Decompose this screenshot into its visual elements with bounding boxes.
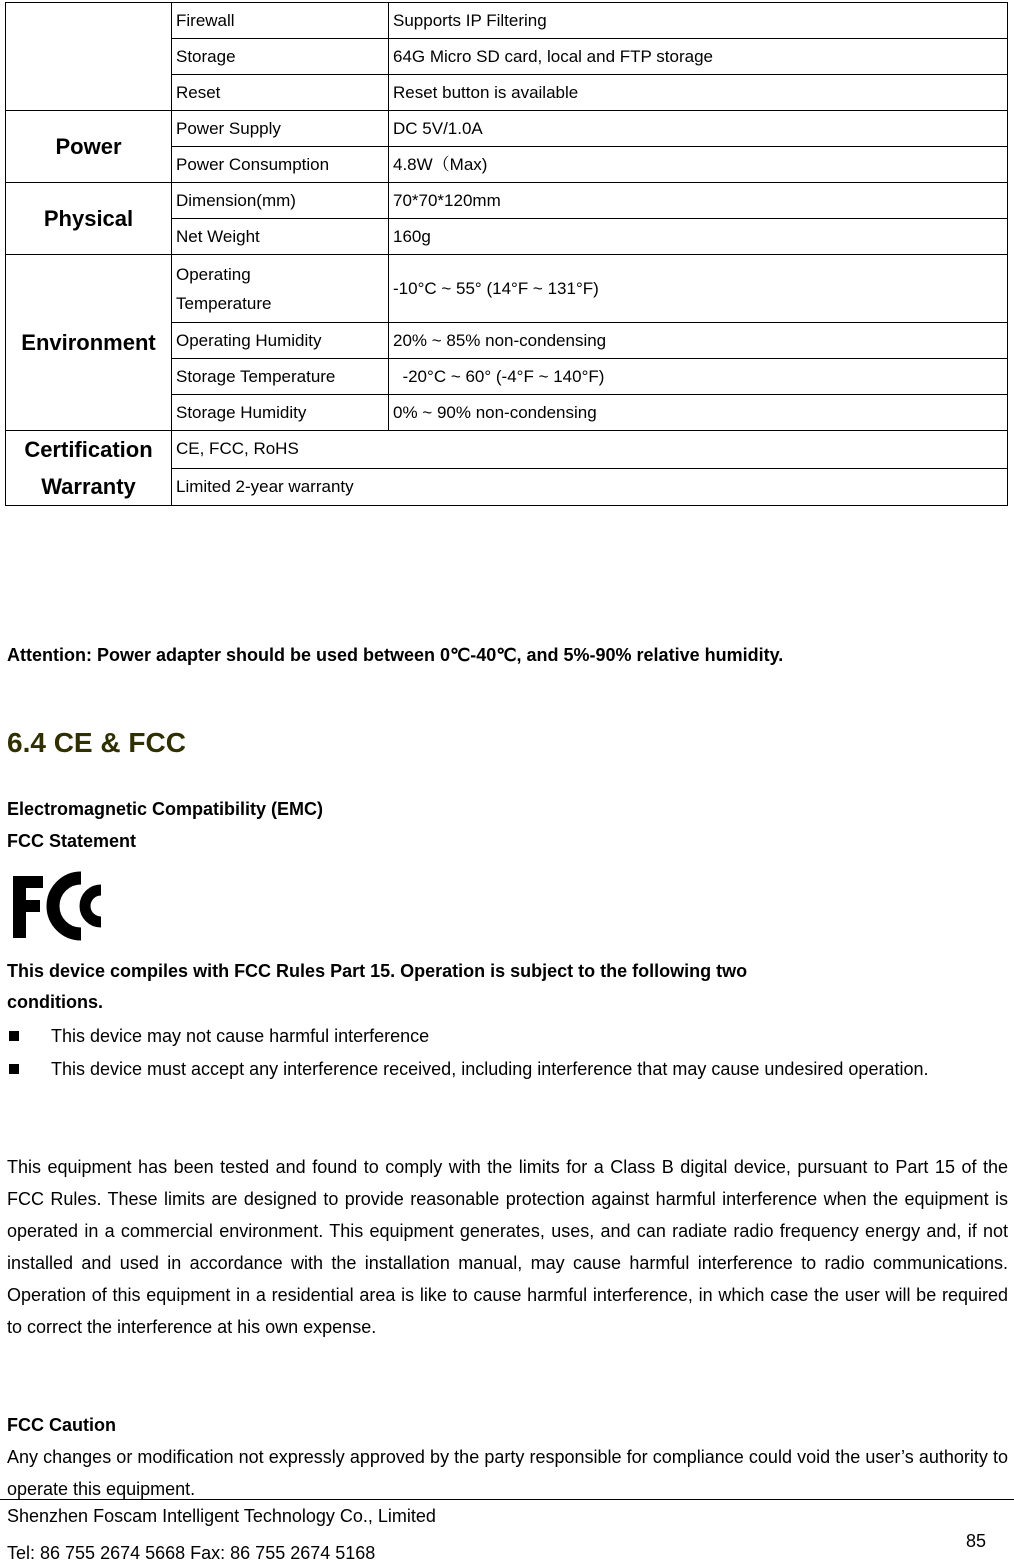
bullet-text: This device may not cause harmful interference bbox=[51, 1026, 430, 1046]
bullet-text: This device must accept any interference received, including interference that may cause undesired operation. bbox=[51, 1059, 929, 1079]
spec-value: CE, FCC, RoHS bbox=[172, 431, 1008, 469]
spec-label: Storage Humidity bbox=[172, 395, 389, 431]
category-power: Power bbox=[6, 111, 172, 183]
fcc-statement-heading: FCC Statement bbox=[7, 831, 137, 851]
fcc-logo-icon bbox=[9, 870, 117, 942]
spec-label: Reset bbox=[172, 75, 389, 111]
spec-value: 160g bbox=[389, 219, 1008, 255]
spec-label: Storage bbox=[172, 39, 389, 75]
fcc-caution-text: Any changes or modification not expressly approved by the party responsible for compliance could void the user’s authority to operate this equipment. bbox=[7, 1447, 1008, 1499]
footer-company: Shenzhen Foscam Intelligent Technology Co., Limited bbox=[7, 1506, 436, 1526]
spec-label: Power Consumption bbox=[172, 147, 389, 183]
category-warranty: Warranty bbox=[41, 474, 136, 499]
spec-value: Reset button is available bbox=[389, 75, 1008, 111]
category-cell-blank bbox=[6, 3, 172, 111]
square-bullet-icon bbox=[7, 1053, 51, 1086]
square-bullet-icon bbox=[7, 1020, 51, 1053]
category-physical: Physical bbox=[6, 183, 172, 255]
spec-value: 70*70*120mm bbox=[389, 183, 1008, 219]
spec-value: 4.8W（Max) bbox=[389, 147, 1008, 183]
category-certification: Certification bbox=[24, 437, 153, 462]
section-title: 6.4 CE & FCC bbox=[7, 727, 186, 758]
footer-divider bbox=[0, 1499, 1014, 1500]
spec-label: Power Supply bbox=[172, 111, 389, 147]
spec-value: 64G Micro SD card, local and FTP storage bbox=[389, 39, 1008, 75]
spec-value: -10°C ~ 55° (14°F ~ 131°F) bbox=[389, 255, 1008, 323]
list-item bbox=[7, 1020, 1009, 1053]
spec-label: Operating Humidity bbox=[172, 323, 389, 359]
page-number: 85 bbox=[966, 1531, 987, 1551]
category-environment: Environment bbox=[6, 255, 172, 431]
attention-note: Attention: Power adapter should be used between 0℃-40℃, and 5%-90% relative humidity. bbox=[7, 645, 784, 665]
spec-label: Firewall bbox=[172, 3, 389, 39]
category-certification-warranty bbox=[6, 431, 172, 506]
equipment-paragraph: This equipment has been tested and found to comply with the limits for a Class B digital device, pursuant to Part 15 of the FCC Rules. These limits are designed to provide reasonable protection against harmful interference when the equipment is operated in a commercial environment. This equipment generates, uses, and can radiate radio frequency energy and, if not installed and used in accordance with the installation manual, may cause harmful interference to radio communications. Operation of this equipment in a residential area is like to cause harmful interference, in which case the user will be required to correct the interference at his own expense. bbox=[7, 1157, 1008, 1337]
spec-label: Dimension(mm) bbox=[172, 183, 389, 219]
footer-contact: Tel: 86 755 2674 5668 Fax: 86 755 2674 5168 bbox=[7, 1543, 376, 1563]
conditions-list bbox=[7, 1020, 1009, 1086]
spec-label: Net Weight bbox=[172, 219, 389, 255]
fcc-caution-heading: FCC Caution bbox=[7, 1415, 116, 1435]
spec-value: 20% ~ 85% non-condensing bbox=[389, 323, 1008, 359]
spec-label bbox=[172, 255, 389, 323]
spec-value: DC 5V/1.0A bbox=[389, 111, 1008, 147]
spec-label-line: Temperature bbox=[176, 293, 272, 313]
spec-value: Supports IP Filtering bbox=[389, 3, 1008, 39]
spec-label-line: Operating bbox=[176, 264, 251, 284]
spec-value: Limited 2-year warranty bbox=[172, 468, 1008, 506]
spec-label: Storage Temperature bbox=[172, 359, 389, 395]
list-item bbox=[7, 1053, 1009, 1086]
spec-value: -20°C ~ 60° (-4°F ~ 140°F) bbox=[389, 359, 1008, 395]
emc-heading: Electromagnetic Compatibility (EMC) bbox=[7, 799, 324, 819]
spec-value: 0% ~ 90% non-condensing bbox=[389, 395, 1008, 431]
spec-table bbox=[5, 2, 1008, 506]
compliance-line-2: conditions. bbox=[7, 992, 103, 1012]
compliance-line-1: This device compiles with FCC Rules Part 15. Operation is subject to the following two bbox=[7, 961, 748, 981]
